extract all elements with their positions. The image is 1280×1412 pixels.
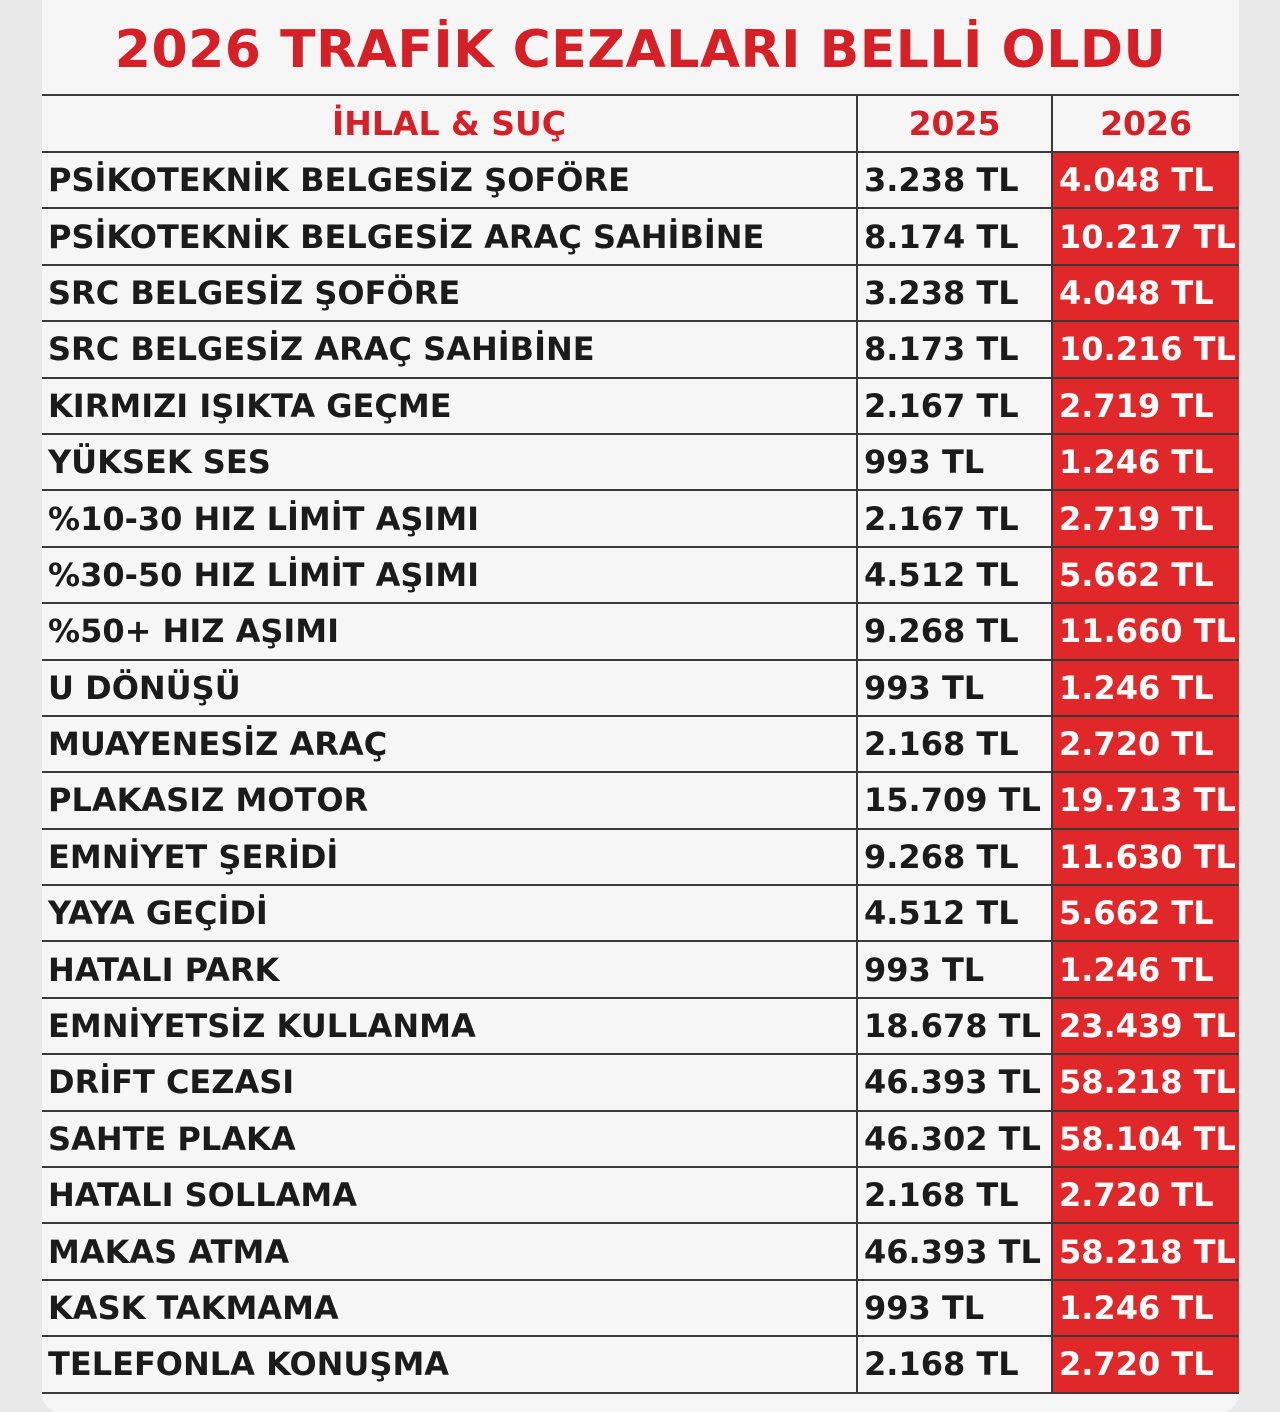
table-row (42, 490, 1239, 546)
offense-cell: DRİFT CEZASI (42, 1054, 857, 1110)
fine-2025-cell: 4.512 TL (857, 885, 1052, 941)
offense-cell: MUAYENESİZ ARAÇ (42, 716, 857, 772)
fine-2026-cell: 2.720 TL (1052, 1167, 1239, 1223)
page-title: 2026 TRAFİK CEZALARI BELLİ OLDU (114, 20, 1167, 80)
offense-cell: EMNİYETSİZ KULLANMA (42, 998, 857, 1054)
fine-2026-cell: 1.246 TL (1052, 434, 1239, 490)
table-row (42, 829, 1239, 885)
offense-cell: TELEFONLA KONUŞMA (42, 1336, 857, 1392)
fine-2025-cell: 993 TL (857, 941, 1052, 997)
fine-2025-cell: 46.393 TL (857, 1054, 1052, 1110)
fine-2025-cell: 2.168 TL (857, 1167, 1052, 1223)
fine-2026-cell: 58.218 TL (1052, 1223, 1239, 1279)
table-body (42, 152, 1239, 1393)
fines-table (42, 94, 1239, 1394)
fine-2026-cell: 1.246 TL (1052, 660, 1239, 716)
fine-2025-cell: 4.512 TL (857, 547, 1052, 603)
offense-cell: HATALI SOLLAMA (42, 1167, 857, 1223)
table-row (42, 1336, 1239, 1392)
table-row (42, 1167, 1239, 1223)
offense-cell: SAHTE PLAKA (42, 1111, 857, 1167)
table-row (42, 772, 1239, 828)
table-row (42, 1054, 1239, 1110)
fine-2026-cell: 1.246 TL (1052, 941, 1239, 997)
fine-2026-cell: 4.048 TL (1052, 265, 1239, 321)
fine-2025-cell: 8.173 TL (857, 321, 1052, 377)
fine-2025-cell: 3.238 TL (857, 152, 1052, 208)
table-row (42, 941, 1239, 997)
fine-2025-cell: 993 TL (857, 434, 1052, 490)
fine-2025-cell: 993 TL (857, 660, 1052, 716)
fine-2025-cell: 9.268 TL (857, 829, 1052, 885)
table-row (42, 265, 1239, 321)
offense-cell: %30-50 HIZ LİMİT AŞIMI (42, 547, 857, 603)
offense-cell: MAKAS ATMA (42, 1223, 857, 1279)
fine-2025-cell: 993 TL (857, 1280, 1052, 1336)
table-row (42, 208, 1239, 264)
fine-2025-cell: 9.268 TL (857, 603, 1052, 659)
offense-cell: SRC BELGESİZ ARAÇ SAHİBİNE (42, 321, 857, 377)
offense-cell: YAYA GEÇİDİ (42, 885, 857, 941)
header-2025: 2025 (857, 95, 1052, 152)
table-row (42, 885, 1239, 941)
fine-2026-cell: 4.048 TL (1052, 152, 1239, 208)
table-row (42, 378, 1239, 434)
fine-2026-cell: 2.719 TL (1052, 490, 1239, 546)
fine-2025-cell: 15.709 TL (857, 772, 1052, 828)
fine-2025-cell: 8.174 TL (857, 208, 1052, 264)
offense-cell: PSİKOTEKNİK BELGESİZ ŞOFÖRE (42, 152, 857, 208)
fine-2026-cell: 58.104 TL (1052, 1111, 1239, 1167)
table-row (42, 603, 1239, 659)
table-row (42, 152, 1239, 208)
fine-2025-cell: 2.167 TL (857, 378, 1052, 434)
fine-2025-cell: 46.393 TL (857, 1223, 1052, 1279)
fine-2025-cell: 2.168 TL (857, 1336, 1052, 1392)
fine-2026-cell: 1.246 TL (1052, 1280, 1239, 1336)
fine-2026-cell: 10.217 TL (1052, 208, 1239, 264)
offense-cell: SRC BELGESİZ ŞOFÖRE (42, 265, 857, 321)
fine-2026-cell: 5.662 TL (1052, 885, 1239, 941)
offense-cell: YÜKSEK SES (42, 434, 857, 490)
offense-cell: PSİKOTEKNİK BELGESİZ ARAÇ SAHİBİNE (42, 208, 857, 264)
fine-2026-cell: 58.218 TL (1052, 1054, 1239, 1110)
table-header-row (42, 95, 1239, 152)
table-row (42, 1280, 1239, 1336)
fine-2026-cell: 2.720 TL (1052, 716, 1239, 772)
offense-cell: PLAKASIZ MOTOR (42, 772, 857, 828)
table-row (42, 1111, 1239, 1167)
table-row (42, 660, 1239, 716)
table-row (42, 547, 1239, 603)
offense-cell: KASK TAKMAMA (42, 1280, 857, 1336)
fine-2026-cell: 19.713 TL (1052, 772, 1239, 828)
table-row (42, 716, 1239, 772)
fine-2025-cell: 2.168 TL (857, 716, 1052, 772)
fine-2026-cell: 11.630 TL (1052, 829, 1239, 885)
fine-2026-cell: 23.439 TL (1052, 998, 1239, 1054)
offense-cell: EMNİYET ŞERİDİ (42, 829, 857, 885)
fine-2026-cell: 2.719 TL (1052, 378, 1239, 434)
table-row (42, 998, 1239, 1054)
table-row (42, 434, 1239, 490)
fine-2026-cell: 10.216 TL (1052, 321, 1239, 377)
offense-cell: HATALI PARK (42, 941, 857, 997)
fine-2026-cell: 5.662 TL (1052, 547, 1239, 603)
fine-2025-cell: 3.238 TL (857, 265, 1052, 321)
fine-2026-cell: 11.660 TL (1052, 603, 1239, 659)
fine-2026-cell: 2.720 TL (1052, 1336, 1239, 1392)
offense-cell: KIRMIZI IŞIKTA GEÇME (42, 378, 857, 434)
offense-cell: %10-30 HIZ LİMİT AŞIMI (42, 490, 857, 546)
header-2026: 2026 (1052, 95, 1239, 152)
table-row (42, 1223, 1239, 1279)
table-row (42, 321, 1239, 377)
fine-2025-cell: 46.302 TL (857, 1111, 1052, 1167)
fine-2025-cell: 2.167 TL (857, 490, 1052, 546)
offense-cell: U DÖNÜŞÜ (42, 660, 857, 716)
fine-2025-cell: 18.678 TL (857, 998, 1052, 1054)
offense-cell: %50+ HIZ AŞIMI (42, 603, 857, 659)
header-offense: İHLAL & SUÇ (42, 95, 857, 152)
fines-card (42, 0, 1239, 1412)
